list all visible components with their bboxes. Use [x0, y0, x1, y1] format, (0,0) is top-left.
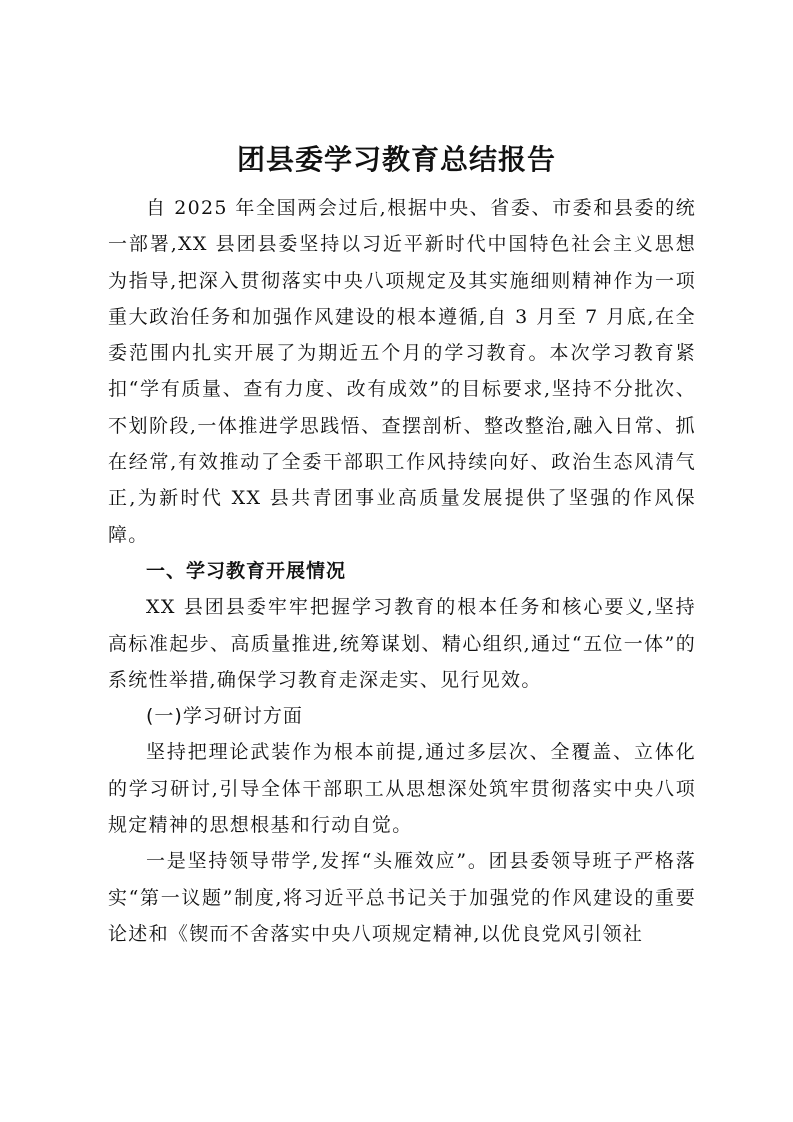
document-body — [108, 190, 696, 952]
subsection-1-item-1: 一是坚持领导带学,发挥“头雁效应”。团县委领导班子严格落实“第一议题”制度,将习近平总书记关于加强党的作风建设的重要论述和《锲而不舍落实中央八项规定精神,以优良党风引领社 — [108, 850, 696, 945]
document-title: 团县委学习教育总结报告 — [236, 143, 556, 176]
subsection-heading-1: (一)学习研讨方面 — [146, 705, 303, 728]
intro-paragraph: 自 2025 年全国两会过后,根据中央、省委、市委和县委的统一部署,XX 县团县委坚持以习近平新时代中国特色社会主义思想为指导,把深入贯彻落实中央八项规定及其实施细则精神作为一项重大政治任务和加强作风建设的根本遵循,自 3 月至 7 月底,在全委范围内扎实开展了为期近五个月的学习教育。本次学习教育紧扣“学有质量、查有力度、改有成效”的目标要求,坚持不分批次、不划阶段,一体推进学思践悟、查摆剖析、整改整治,融入日常、抓在经常,有效推动了全委干部职工作风持续向好、政治生态风清气正,为新时代 XX 县共青团事业高质量发展提供了坚强的作风保障。 — [108, 197, 696, 546]
section-heading-1: 一、学习教育开展情况 — [146, 559, 347, 582]
section-1-paragraph: XX 县团县委牢牢把握学习教育的根本任务和核心要义,坚持高标准起步、高质量推进,统筹谋划、精心组织,通过“五位一体”的系统性举措,确保学习教育走深走实、见行见效。 — [108, 596, 696, 691]
subsection-1-paragraph: 坚持把理论武装作为根本前提,通过多层次、全覆盖、立体化的学习研讨,引导全体干部职工从思想深处筑牢贯彻落实中央八项规定精神的思想根基和行动自觉。 — [108, 741, 696, 837]
